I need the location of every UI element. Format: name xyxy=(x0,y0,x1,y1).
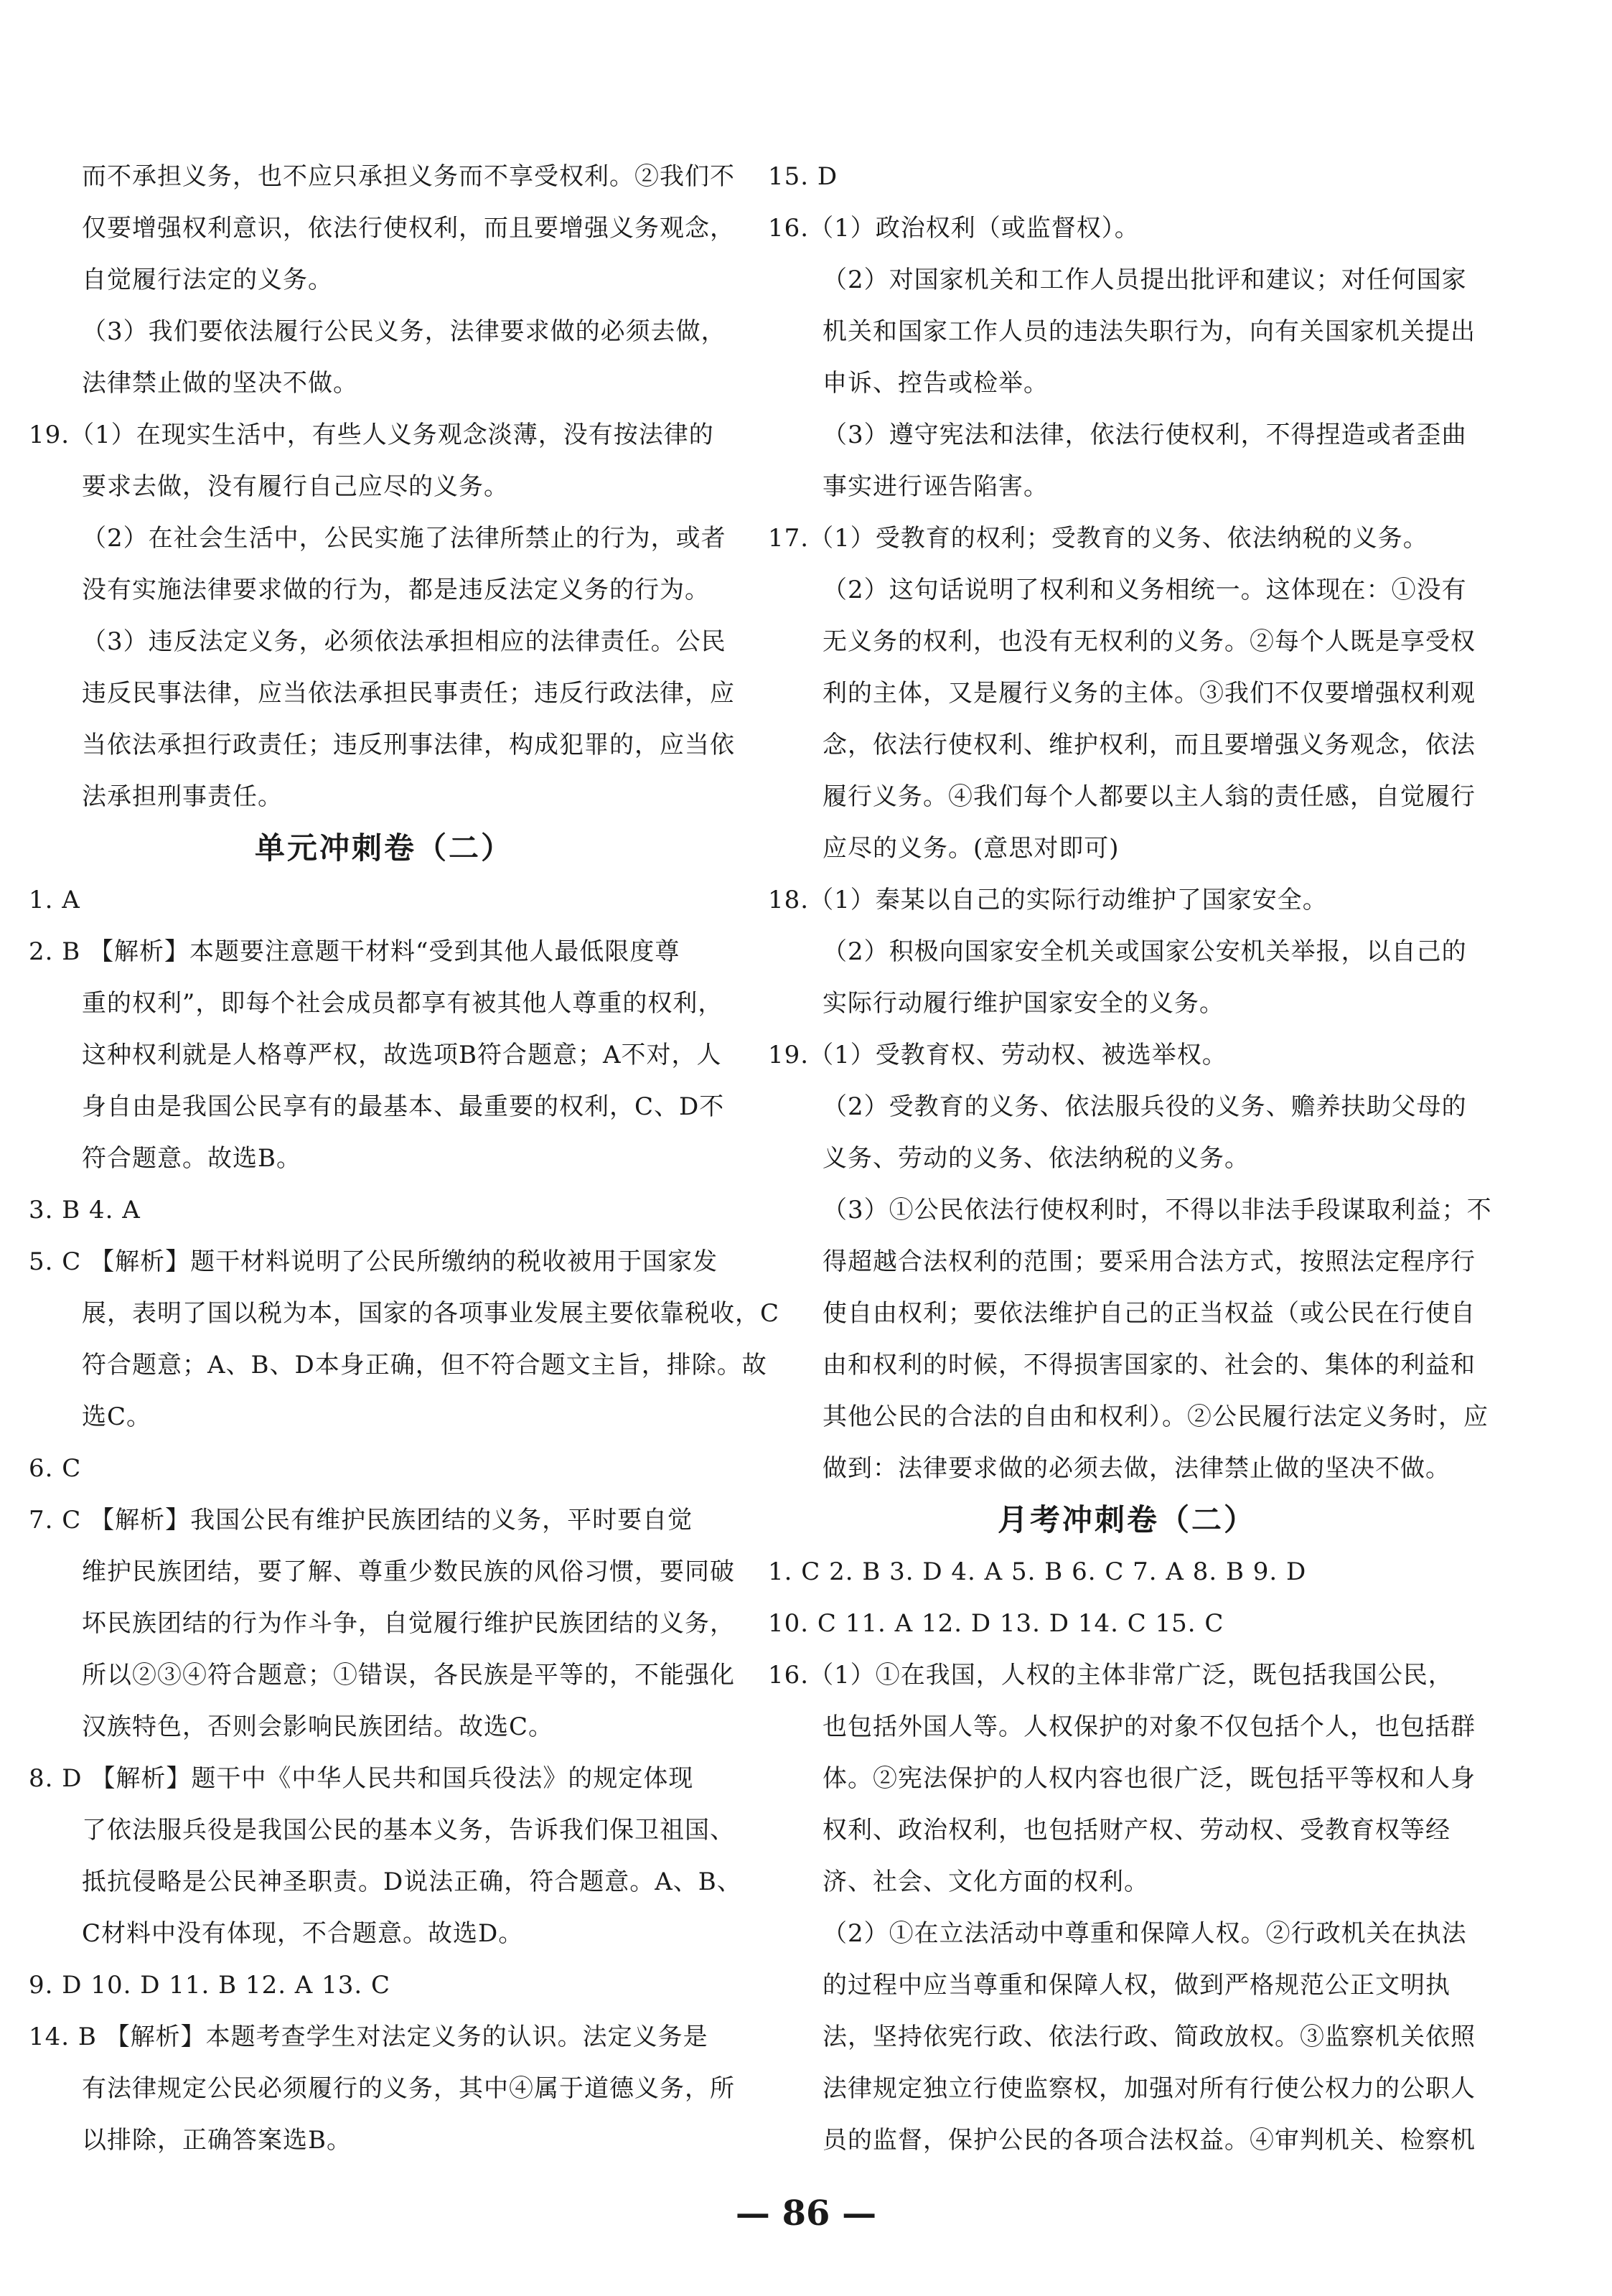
answer-line: 法律禁止做的坚决不做。 xyxy=(82,369,358,398)
answer-item: 3. B 4. A xyxy=(29,1196,141,1224)
answer-line: 无义务的权利，也没有无权利的义务。②每个人既是享受权 xyxy=(823,627,1476,656)
answer-line: （2）积极向国家安全机关或国家公安机关举报，以自己的 xyxy=(823,937,1467,966)
answer-line: 自觉履行法定的义务。 xyxy=(82,266,333,294)
answer-item: 9. D 10. D 11. B 12. A 13. C xyxy=(29,1971,391,2000)
answer-line: 由和权利的时候，不得损害国家的、社会的、集体的利益和 xyxy=(823,1351,1476,1379)
answer-line: 申诉、控告或检举。 xyxy=(823,369,1049,398)
answer-line: 履行义务。④我们每个人都要以主人翁的责任感，自觉履行 xyxy=(823,782,1476,811)
answer-line: 济、社会、文化方面的权利。 xyxy=(823,1868,1149,1896)
answer-line: （2）受教育的义务、依法服兵役的义务、赡养扶助父母的 xyxy=(823,1092,1467,1121)
answer-line: 有法律规定公民必须履行的义务，其中④属于道德义务，所 xyxy=(82,2074,735,2103)
answer-item: 16.（1）①在我国，人权的主体非常广泛，既包括我国公民， xyxy=(768,1661,1453,1690)
answer-line: 使自由权利；要依法维护自己的正当权益（或公民在行使自 xyxy=(823,1299,1476,1328)
answer-line: 身自由是我国公民享有的最基本、最重要的权利，C、D不 xyxy=(82,1092,725,1121)
answer-line: 违反民事法律，应当依法承担民事责任；违反行政法律，应 xyxy=(82,679,735,708)
answer-line: （2）①在立法活动中尊重和保障人权。②行政机关在执法 xyxy=(823,1919,1467,1948)
answer-item: 5. C 【解析】题干材料说明了公民所缴纳的税收被用于国家发 xyxy=(29,1247,718,1276)
answer-line: （2）这句话说明了权利和义务相统一。这体现在：①没有 xyxy=(823,576,1467,604)
answer-line: 重的权利”，即每个社会成员都享有被其他人尊重的权利， xyxy=(82,989,723,1018)
answer-item: 1. C 2. B 3. D 4. A 5. B 6. C 7. A 8. B 9. D xyxy=(768,1557,1307,1586)
answer-item: 19.（1）受教育权、劳动权、被选举权。 xyxy=(768,1041,1227,1069)
answer-line: 事实进行诬告陷害。 xyxy=(823,472,1049,501)
answer-item: 18.（1）秦某以自己的实际行动维护了国家安全。 xyxy=(768,886,1328,914)
answer-line: 其他公民的合法的自由和权利）。②公民履行法定义务时，应 xyxy=(823,1402,1489,1431)
answer-line: 实际行动履行维护国家安全的义务。 xyxy=(823,989,1224,1018)
answer-line: 念，依法行使权利、维护权利，而且要增强义务观念，依法 xyxy=(823,731,1476,759)
answer-line: 要求去做，没有履行自己应尽的义务。 xyxy=(82,472,509,501)
answer-line: 了依法服兵役是我国公民的基本义务，告诉我们保卫祖国、 xyxy=(82,1816,735,1845)
answer-line: 汉族特色，否则会影响民族团结。故选C。 xyxy=(82,1712,554,1741)
answer-line: 体。②宪法保护的人权内容也很广泛，既包括平等权和人身 xyxy=(823,1764,1476,1793)
answer-line: 应尽的义务。(意思对即可) xyxy=(823,834,1120,863)
answer-item: 2. B 【解析】本题要注意题干材料“受到其他人最低限度尊 xyxy=(29,937,680,966)
answer-item: 15. D xyxy=(768,162,838,191)
answer-line: （2）对国家机关和工作人员提出批评和建议；对任何国家 xyxy=(823,266,1467,294)
answer-line: 义务、劳动的义务、依法纳税的义务。 xyxy=(823,1144,1250,1173)
answer-line: 法承担刑事责任。 xyxy=(82,782,283,811)
answer-line: 抵抗侵略是公民神圣职责。D说法正确，符合题意。A、B、 xyxy=(82,1868,742,1896)
answer-item: 14. B 【解析】本题考查学生对法定义务的认识。法定义务是 xyxy=(29,2023,708,2051)
answer-item: 7. C 【解析】我国公民有维护民族团结的义务，平时要自觉 xyxy=(29,1506,693,1534)
answer-line: 符合题意；A、B、D本身正确，但不符合题文主旨，排除。故 xyxy=(82,1351,767,1379)
answer-item: 17.（1）受教育的权利；受教育的义务、依法纳税的义务。 xyxy=(768,524,1428,553)
answer-item: 1. A xyxy=(29,886,80,914)
answer-line: 做到：法律要求做的必须去做，法律禁止做的坚决不做。 xyxy=(823,1454,1451,1483)
answer-line: （3）我们要依法履行公民义务，法律要求做的必须去做， xyxy=(82,317,726,346)
answer-line: 利的主体，又是履行义务的主体。③我们不仅要增强权利观 xyxy=(823,679,1476,708)
answer-line: 没有实施法律要求做的行为，都是违反法定义务的行为。 xyxy=(82,576,710,604)
answer-line: 法律规定独立行使监察权，加强对所有行使公权力的公职人 xyxy=(823,2074,1476,2103)
answer-line: 坏民族团结的行为作斗争，自觉履行维护民族团结的义务， xyxy=(82,1609,735,1638)
section-title: 月考冲刺卷（二） xyxy=(997,1502,1256,1537)
page-number: — 86 — xyxy=(735,2193,877,2234)
answer-line: 选C。 xyxy=(82,1402,152,1431)
answer-line: 展，表明了国以税为本，国家的各项事业发展主要依靠税收，C xyxy=(82,1299,780,1328)
answer-line: C材料中没有体现，不合题意。故选D。 xyxy=(82,1919,524,1948)
answer-line: （3）违反法定义务，必须依法承担相应的法律责任。公民 xyxy=(82,627,726,656)
answer-line: （3）①公民依法行使权利时，不得以非法手段谋取利益；不 xyxy=(823,1196,1492,1224)
answer-line: （2）在社会生活中，公民实施了法律所禁止的行为，或者 xyxy=(82,524,726,553)
section-title: 单元冲刺卷（二） xyxy=(254,830,513,866)
answer-item: 8. D 【解析】题干中《中华人民共和国兵役法》的规定体现 xyxy=(29,1764,694,1793)
answer-line: 法，坚持依宪行政、依法行政、简政放权。③监察机关依照 xyxy=(823,2023,1476,2051)
answer-line: 机关和国家工作人员的违法失职行为，向有关国家机关提出 xyxy=(823,317,1476,346)
answer-line: 符合题意。故选B。 xyxy=(82,1144,301,1173)
answer-line: 的过程中应当尊重和保障人权，做到严格规范公正文明执 xyxy=(823,1971,1451,2000)
answer-line: 也包括外国人等。人权保护的对象不仅包括个人，也包括群 xyxy=(823,1712,1476,1741)
answer-line: 维护民族团结，要了解、尊重少数民族的风俗习惯，要同破 xyxy=(82,1557,735,1586)
answer-line: 当依法承担行政责任；违反刑事法律，构成犯罪的，应当依 xyxy=(82,731,735,759)
answer-line: 权利、政治权利，也包括财产权、劳动权、受教育权等经 xyxy=(823,1816,1451,1845)
answer-line: （3）遵守宪法和法律，依法行使权利，不得捏造或者歪曲 xyxy=(823,421,1467,449)
answer-line: 所以②③④符合题意；①错误，各民族是平等的，不能强化 xyxy=(82,1661,735,1690)
answer-line: 以排除，正确答案选B。 xyxy=(82,2126,352,2155)
answer-item: 19.（1）在现实生活中，有些人义务观念淡薄，没有按法律的 xyxy=(29,421,714,449)
answer-line: 这种权利就是人格尊严权，故选项B符合题意；A不对，人 xyxy=(82,1041,722,1069)
answer-line: 而不承担义务，也不应只承担义务而不享受权利。②我们不 xyxy=(82,162,735,191)
answer-item: 10. C 11. A 12. D 13. D 14. C 15. C xyxy=(768,1609,1224,1638)
answer-item: 6. C xyxy=(29,1454,82,1483)
answer-line: 仅要增强权利意识，依法行使权利，而且要增强义务观念， xyxy=(82,214,735,243)
answer-line: 员的监督，保护公民的各项合法权益。④审判机关、检察机 xyxy=(823,2126,1476,2155)
answer-line: 得超越合法权利的范围；要采用合法方式，按照法定程序行 xyxy=(823,1247,1476,1276)
answer-item: 16.（1）政治权利（或监督权）。 xyxy=(768,214,1140,243)
